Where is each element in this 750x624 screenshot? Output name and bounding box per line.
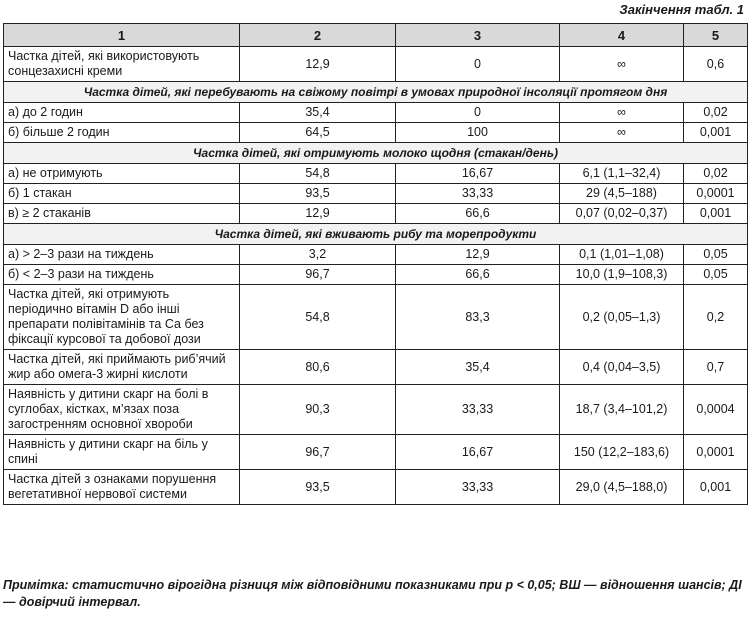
row-label: б) < 2–3 рази на тиждень bbox=[4, 265, 240, 285]
row-value: 93,5 bbox=[240, 470, 396, 505]
row-label: а) > 2–3 рази на тиждень bbox=[4, 245, 240, 265]
row-value: 0,02 bbox=[684, 103, 748, 123]
row-value: 96,7 bbox=[240, 435, 396, 470]
table-row bbox=[4, 103, 748, 123]
row-value: 150 (12,2–183,6) bbox=[560, 435, 684, 470]
row-value: 66,6 bbox=[396, 265, 560, 285]
row-value: 18,7 (3,4–101,2) bbox=[560, 385, 684, 435]
row-value: ∞ bbox=[560, 47, 684, 82]
header-cell: 5 bbox=[684, 24, 748, 47]
table-row bbox=[4, 47, 748, 82]
row-value: ∞ bbox=[560, 123, 684, 143]
row-value: 0,001 bbox=[684, 123, 748, 143]
row-label: в) ≥ 2 стаканів bbox=[4, 204, 240, 224]
row-label: Частка дітей з ознаками порушення вегетативної нервової системи bbox=[4, 470, 240, 505]
row-label: Частка дітей, які приймають риб’ячий жир або омега-3 жирні кислоти bbox=[4, 350, 240, 385]
table-note: Примітка: статистично вірогідна різниця між відповідними показниками при p < 0,05; ВШ — відношення шансів; ДІ — довірчий інтервал. bbox=[3, 578, 742, 609]
table-row bbox=[4, 204, 748, 224]
section-title: Частка дітей, які вживають рибу та морепродукти bbox=[4, 224, 748, 245]
row-value: 0,7 bbox=[684, 350, 748, 385]
section-row bbox=[4, 143, 748, 164]
section-row bbox=[4, 82, 748, 103]
row-label: Наявність у дитини скарг на болі в суглобах, кістках, м’язах поза загостренням основної хвороби bbox=[4, 385, 240, 435]
row-value: 90,3 bbox=[240, 385, 396, 435]
row-value: 66,6 bbox=[396, 204, 560, 224]
header-cell: 1 bbox=[4, 24, 240, 47]
row-value: 29,0 (4,5–188,0) bbox=[560, 470, 684, 505]
row-value: 0,05 bbox=[684, 245, 748, 265]
table-row bbox=[4, 350, 748, 385]
section-title: Частка дітей, які перебувають на свіжому повітрі в умовах природної інсоляції протягом дня bbox=[4, 82, 748, 103]
row-value: 16,67 bbox=[396, 435, 560, 470]
row-value: 0,4 (0,04–3,5) bbox=[560, 350, 684, 385]
row-value: 3,2 bbox=[240, 245, 396, 265]
table-row bbox=[4, 470, 748, 505]
table-row bbox=[4, 123, 748, 143]
row-label: б) 1 стакан bbox=[4, 184, 240, 204]
row-value: 93,5 bbox=[240, 184, 396, 204]
row-value: 0,1 (1,01–1,08) bbox=[560, 245, 684, 265]
row-label: б) більше 2 годин bbox=[4, 123, 240, 143]
row-value: 0 bbox=[396, 103, 560, 123]
table-row bbox=[4, 184, 748, 204]
table-row bbox=[4, 265, 748, 285]
table-row bbox=[4, 385, 748, 435]
header-row bbox=[4, 24, 748, 47]
row-label: Частка дітей, які використовують сонцезахисні креми bbox=[4, 47, 240, 82]
row-value: 35,4 bbox=[240, 103, 396, 123]
row-value: 6,1 (1,1–32,4) bbox=[560, 164, 684, 184]
header-cell: 3 bbox=[396, 24, 560, 47]
row-value: 33,33 bbox=[396, 184, 560, 204]
row-value: 0,02 bbox=[684, 164, 748, 184]
header-cell: 4 bbox=[560, 24, 684, 47]
header-cell: 2 bbox=[240, 24, 396, 47]
row-value: 96,7 bbox=[240, 265, 396, 285]
row-value: 0,0004 bbox=[684, 385, 748, 435]
row-value: 83,3 bbox=[396, 285, 560, 350]
row-value: 12,9 bbox=[240, 204, 396, 224]
table-caption: Закінчення табл. 1 bbox=[619, 2, 744, 17]
row-value: 29 (4,5–188) bbox=[560, 184, 684, 204]
row-value: 80,6 bbox=[240, 350, 396, 385]
table-row bbox=[4, 285, 748, 350]
row-label: а) до 2 годин bbox=[4, 103, 240, 123]
row-value: 10,0 (1,9–108,3) bbox=[560, 265, 684, 285]
row-value: 0,2 (0,05–1,3) bbox=[560, 285, 684, 350]
row-value: 0,07 (0,02–0,37) bbox=[560, 204, 684, 224]
row-value: 0,0001 bbox=[684, 435, 748, 470]
row-value: 35,4 bbox=[396, 350, 560, 385]
row-value: 64,5 bbox=[240, 123, 396, 143]
table-row bbox=[4, 164, 748, 184]
row-label: Наявність у дитини скарг на біль у спині bbox=[4, 435, 240, 470]
row-value: 0,05 bbox=[684, 265, 748, 285]
row-value: 54,8 bbox=[240, 285, 396, 350]
section-title: Частка дітей, які отримують молоко щодня (стакан/день) bbox=[4, 143, 748, 164]
row-value: 0,6 bbox=[684, 47, 748, 82]
row-label: Частка дітей, які отримують періодично вітамін D або інші препарати полівітамінів та Са без фіксації курсової та добової дози bbox=[4, 285, 240, 350]
row-value: 0,001 bbox=[684, 204, 748, 224]
row-label: а) не отримують bbox=[4, 164, 240, 184]
row-value: 33,33 bbox=[396, 470, 560, 505]
row-value: 54,8 bbox=[240, 164, 396, 184]
data-table bbox=[3, 23, 748, 505]
section-row bbox=[4, 224, 748, 245]
row-value: 100 bbox=[396, 123, 560, 143]
row-value: 12,9 bbox=[240, 47, 396, 82]
table-row bbox=[4, 435, 748, 470]
row-value: 0 bbox=[396, 47, 560, 82]
row-value: 12,9 bbox=[396, 245, 560, 265]
row-value: 0,0001 bbox=[684, 184, 748, 204]
table-body bbox=[4, 47, 748, 505]
row-value: 33,33 bbox=[396, 385, 560, 435]
row-value: ∞ bbox=[560, 103, 684, 123]
row-value: 0,001 bbox=[684, 470, 748, 505]
table-row bbox=[4, 245, 748, 265]
row-value: 0,2 bbox=[684, 285, 748, 350]
row-value: 16,67 bbox=[396, 164, 560, 184]
